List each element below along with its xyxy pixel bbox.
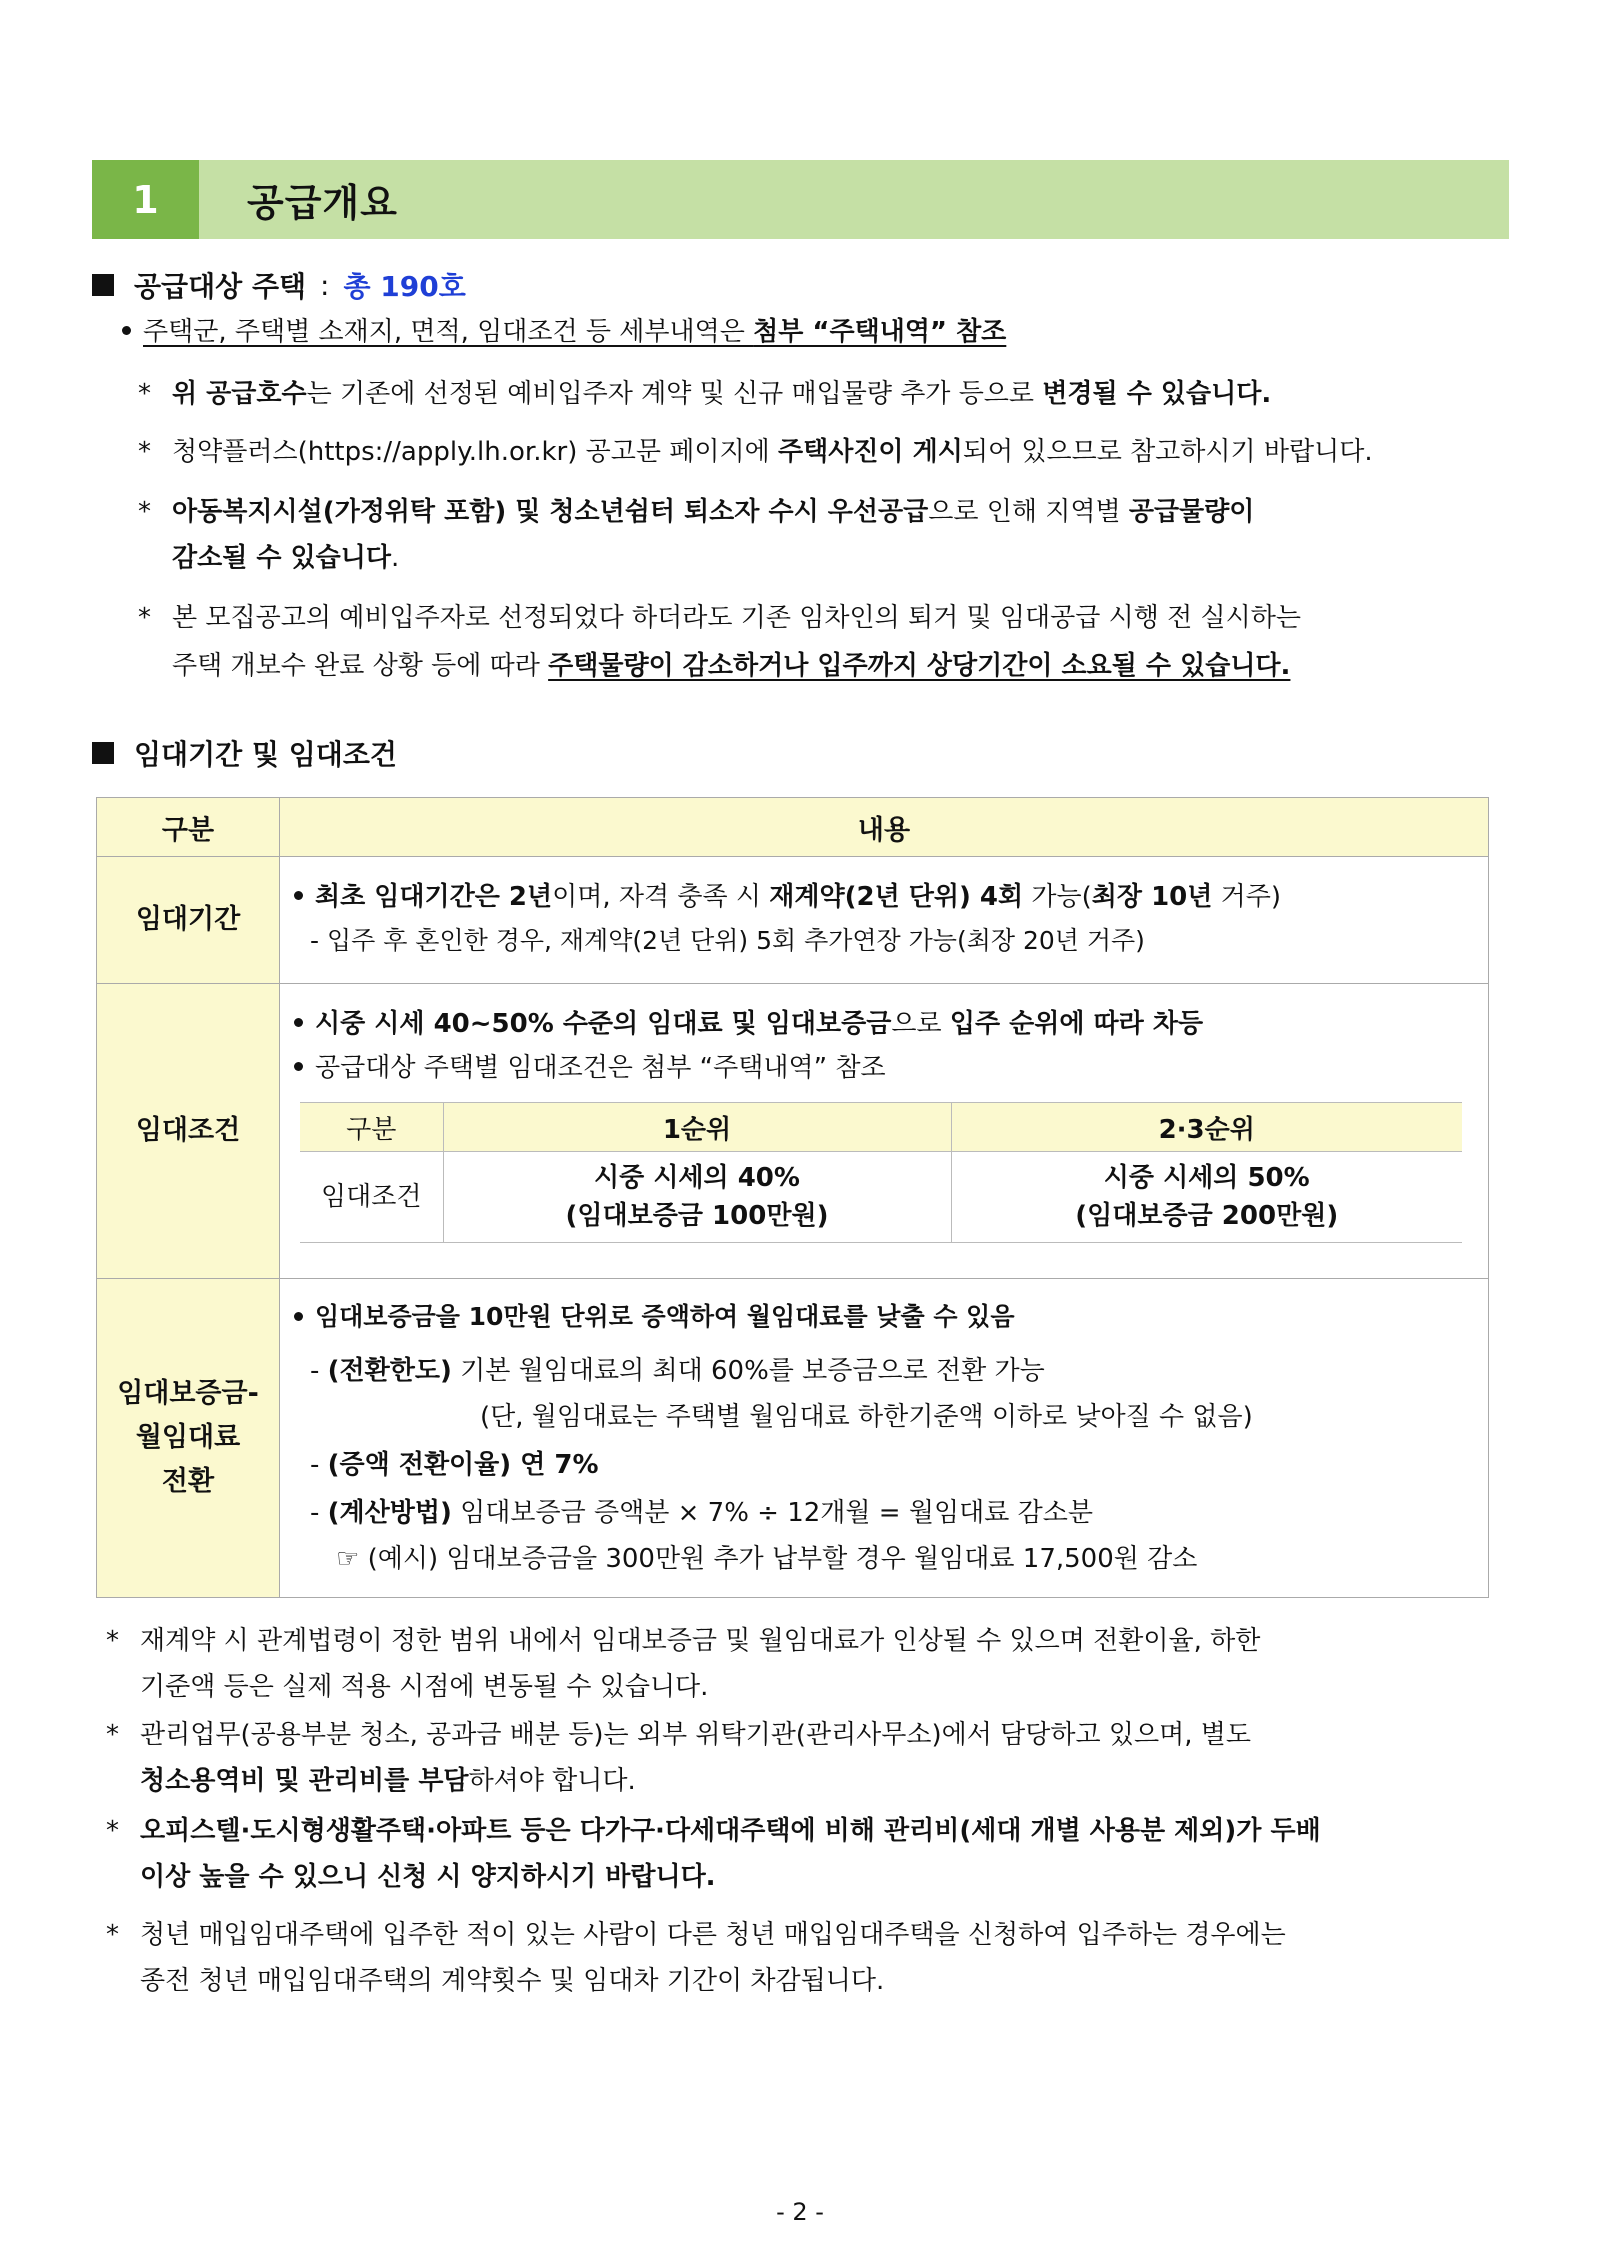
row-label: 임대기간 <box>97 857 280 984</box>
rent-note-1-cont: 기준액 등은 실제 적용 시점에 변동될 수 있습니다. <box>140 1672 709 1702</box>
supply-heading: 공급대상 주택 : 총 190호 <box>92 265 466 305</box>
inner-header-row: 구분 1순위 2·3순위 <box>300 1103 1462 1152</box>
supply-total: 총 190호 <box>343 270 466 303</box>
rent-note-4: * 청년 매입임대주택에 입주한 적이 있는 사람이 다른 청년 매입임대주택을 신청하여 입주하는 경우에는 <box>106 1920 1286 1950</box>
square-bullet-icon <box>92 742 114 764</box>
supply-note-3: * 아동복지시설(가정위탁 포함) 및 청소년쉼터 퇴소자 수시 우선공급으로 인해 지역별 공급물량이 <box>138 497 1255 527</box>
bullet-dot-icon <box>294 1062 303 1071</box>
column-header: 구분 <box>97 798 280 857</box>
square-bullet-icon <box>92 274 114 296</box>
rent-note-3-cont: 이상 높을 수 있으니 신청 시 양지하시기 바랍니다. <box>140 1862 716 1892</box>
bullet-dot-icon <box>294 891 303 900</box>
rent-note-4-cont: 종전 청년 매입임대주택의 계약횟수 및 임대차 기간이 차감됩니다. <box>140 1966 885 1996</box>
row-content: 임대보증금을 10만원 단위로 증액하여 월임대료를 낮출 수 있음 - (전환한도) 기본 월임대료의 최대 60%를 보증금으로 전환 가능 (단, 월임대료는 주택별 월임대료 하한기준액 이하로 낮아질 수 없음) - (증액 전환이율) 연 7% - (계산방법) 임대보증금 증액분 × 7% ÷ 12개월 = 월임대료 감소분 ☞ (예시) 임대보증금을 300만원 추가 납부할 경우 월임대료 17,500원 감소 <box>280 1279 1489 1598</box>
section-header <box>92 160 1509 239</box>
supply-bullet: 주택군, 주택별 소재지, 면적, 임대조건 등 세부내역은 첨부 “주택내역” 참조 <box>122 314 1006 350</box>
rent-note-3: * 오피스텔·도시형생활주택·아파트 등은 다가구·다세대주택에 비해 관리비(세대 개별 사용분 제외)가 두배 <box>106 1816 1321 1846</box>
rent-note-1: * 재계약 시 관계법령이 정한 범위 내에서 임대보증금 및 월임대료가 인상될 수 있으며 전환이율, 하한 <box>106 1626 1261 1656</box>
row-content: 최초 임대기간은 2년이며, 자격 충족 시 재계약(2년 단위) 4회 가능(최장 10년 거주) - 입주 후 혼인한 경우, 재계약(2년 단위) 5회 추가연장 가능(최장 20년 거주) <box>280 857 1489 984</box>
table-row <box>97 857 1489 984</box>
rent-table <box>96 797 1489 1598</box>
pointing-hand-icon: ☞ <box>336 1544 360 1574</box>
page-number: - 2 - <box>776 2198 824 2226</box>
table-row <box>97 1279 1489 1598</box>
rent-heading: 임대기간 및 임대조건 <box>92 733 397 773</box>
supply-note-3-cont: 감소될 수 있습니다. <box>172 543 400 573</box>
row-label: 임대보증금- 월임대료 전환 <box>97 1279 280 1598</box>
table-header-row <box>97 798 1489 857</box>
bullet-dot-icon <box>294 1018 303 1027</box>
bullet-dot-icon <box>294 1312 303 1321</box>
column-header: 내용 <box>280 798 1489 857</box>
conditions-inner-table <box>300 1102 1462 1243</box>
supply-note-4-cont: 주택 개보수 완료 상황 등에 따라 주택물량이 감소하거나 입주까지 상당기간이 소요될 수 있습니다. <box>172 651 1291 681</box>
supply-note-2: * 청약플러스(https://apply.lh.or.kr) 공고문 페이지에 주택사진이 게시되어 있으므로 참고하시기 바랍니다. <box>138 437 1373 467</box>
rent-note-2-cont: 청소용역비 및 관리비를 부담하셔야 합니다. <box>140 1766 636 1796</box>
supply-note-4: * 본 모집공고의 예비입주자로 선정되었다 하더라도 기존 임차인의 퇴거 및 임대공급 시행 전 실시하는 <box>138 603 1301 633</box>
supply-note-1: * 위 공급호수는 기존에 선정된 예비입주자 계약 및 신규 매입물량 추가 등으로 변경될 수 있습니다. <box>138 379 1272 409</box>
rent-note-2: * 관리업무(공용부분 청소, 공과금 배분 등)는 외부 위탁기관(관리사무소)에서 담당하고 있으며, 별도 <box>106 1720 1252 1750</box>
section-title: 공급개요 <box>247 181 398 225</box>
inner-row: 임대조건 시중 시세의 40% (임대보증금 100만원) 시중 시세의 50% (임대보증금 200만원) <box>300 1152 1462 1243</box>
section-number: 1 <box>92 160 199 239</box>
bullet-dot-icon <box>122 326 131 335</box>
row-label: 임대조건 <box>97 984 280 1279</box>
row-content: 시중 시세 40~50% 수준의 임대료 및 임대보증금으로 입주 순위에 따라 차등 공급대상 주택별 임대조건은 첨부 “주택내역” 참조 구분 1순위 2·3순위 임대조건 시중 시세의 40% (임대보증금 100만원) 시중 시세의 50% (임대보증금 200만원) <box>280 984 1489 1279</box>
table-row <box>97 984 1489 1279</box>
